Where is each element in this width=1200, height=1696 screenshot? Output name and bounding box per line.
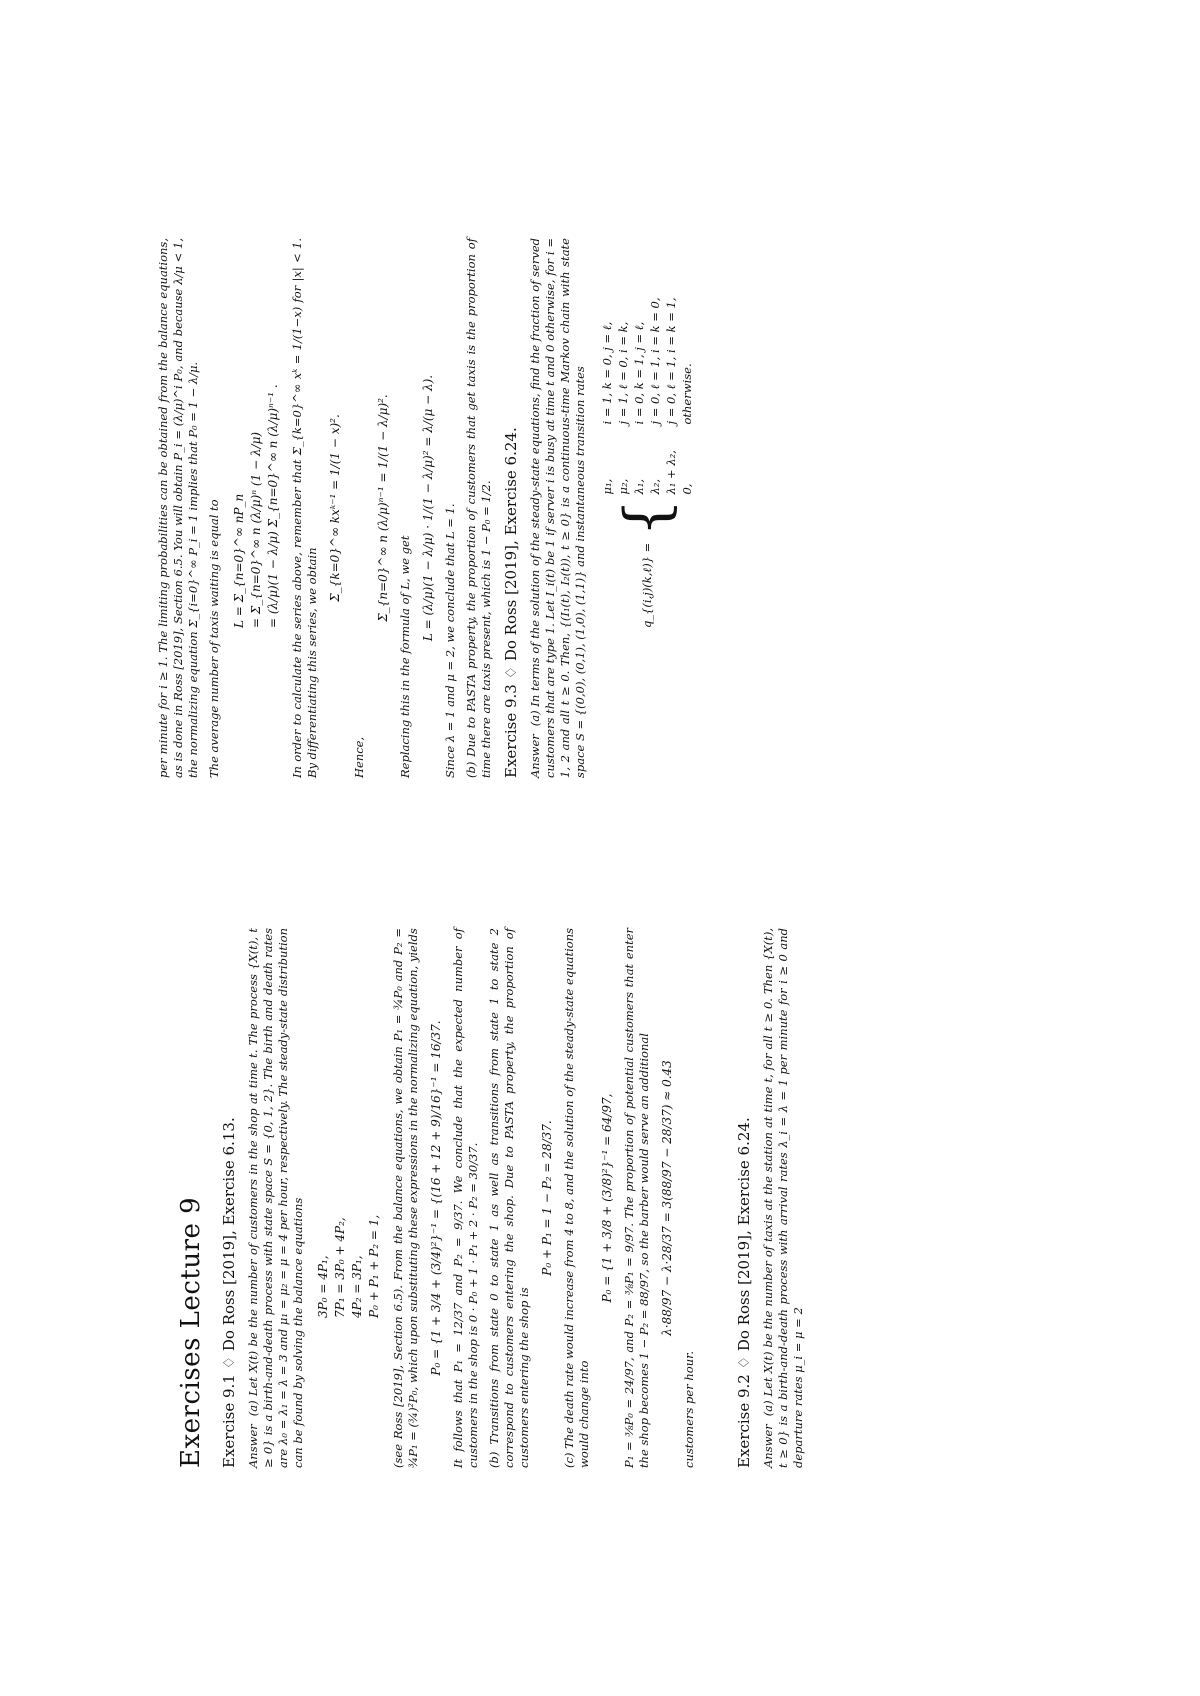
paragraph: per minute for i ≥ 1. The limiting probabilities can be obtained from the balance equations, as is done in Ross [2019], Section 6.5. You will obtain P_i = (λ/μ)^i P₀, and because λ/μ < 1, the normalizing equation Σ_{i=0}^∞ P_i = 1 implies that P₀ = 1 − λ/μ. (156, 238, 200, 778)
exercise-9-1-heading: Exercise 9.1 ♢ Do Ross [2019], Exercise 6.13. (220, 1117, 238, 1468)
paragraph: customers per hour. (682, 1350, 696, 1468)
answer-label: Answer (528, 734, 542, 778)
paragraph: (b) Due to PASTA property, the proportion of customers that get taxis is the proportion of time there are taxis present, which is 1 − P₀ = 1/2. (464, 238, 493, 778)
case-rate: μ₂, (616, 478, 630, 495)
equation: Σ_{n=0}^∞ n (λ/μ)ⁿ⁻¹ = 1/(1 − λ/μ)². (376, 394, 390, 622)
paragraph: The average number of taxis waiting is equal to (207, 499, 221, 778)
page-title: Exercises Lecture 9 (176, 1196, 206, 1468)
paragraph-text: (a) Let X(t) be the number of taxis at the station at time t, for all t ≥ 0. Then {X(t), t ≥ 0} is a birth-and-death process with arrival rates λ_i = λ = 1 per minute for i ≥ 0 and departure rates μ_i = μ = 2 (761, 928, 805, 1468)
equation: P₀ = {1 + 3/8 + (3/8)²}⁻¹ = 64/97, (600, 1093, 614, 1303)
equation: P₀ = {1 + 3/4 + (3/4)²}⁻¹ = {(16 + 12 + 9)/16}⁻¹ = 16/37. (429, 1020, 443, 1376)
answer-label: Answer (761, 1424, 775, 1468)
paragraph: It follows that P₁ = 12/37 and P₂ = 9/37. We conclude that the expected number of customers in the shop is 0 · P₀ + 1 · P₁ + 2 · P₂ = 30/37. (451, 928, 480, 1468)
case-condition: j = 0, ℓ = 1, i = k = 1, (664, 297, 678, 425)
equation: P₀ + P₁ + P₂ = 1, (367, 1214, 381, 1318)
paragraph (528, 238, 588, 778)
exercise-9-3-heading: Exercise 9.3 ♢ Do Ross [2019], Exercise 6.24. (502, 427, 520, 778)
cases-table (600, 245, 694, 495)
case-condition: otherwise. (680, 363, 694, 425)
paragraph: (see Ross [2019], Section 6.5). From the balance equations, we obtain P₁ = ¾P₀ and P₂ = ¾P₁ = (¾)²P₀, which upon substituting these expressions in the normalizing equation, yields (391, 928, 420, 1468)
paragraph (761, 928, 806, 1468)
paragraph-text: (a) In terms of the solution of the steady-state equations, find the fraction of served customers that are type 1. Let I_i(t) be 1 if server i is busy at time t and 0 otherwise, for i = 1, 2 and all t ≥ 0. Then, {(I₁(t), I₂(t)), t ≥ 0} is a continuous-time Markov chain with state space S = {(0,0), (0,1), (1,0), (1,1)} and instantaneous transition rates (528, 238, 587, 778)
answer-label: Answer (246, 1424, 260, 1468)
left-column (150, 928, 812, 1468)
rotated-content (150, 148, 1050, 1548)
equation: P₀ + P₁ = 1 − P₂ = 28/37. (540, 1120, 554, 1276)
paragraph (246, 928, 306, 1468)
equation: 7P₁ = 3P₀ + 4P₂, (333, 1217, 347, 1318)
equation: 3P₀ = 4P₁, (316, 1255, 330, 1318)
balance-equations (316, 928, 381, 1318)
paragraph: Replacing this in the formula of L, we get (398, 535, 412, 778)
paragraph: (b) Transitions from state 0 to state 1 as well as transitions from state 1 to state 2 correspond to customers entering the shop. Due to PASTA property, the proportion of customers entering the shop is (487, 928, 531, 1468)
paragraph-text: (a) Let X(t) be the number of customers in the shop at time t. The process {X(t), t ≥ 0} is a birth-and-death process with state space S = {0, 1, 2}. The birth and death rates are λ₀ = λ₁ = λ = 3 and μ₁ = μ₂ = μ = 4 per hour, respectively. The steady-state distribution can be found by solving the balance equations (246, 928, 305, 1468)
case-rate: λ₂, (648, 478, 662, 495)
case-rate: λ₁ + λ₂, (664, 450, 678, 495)
hence-text: Hence, (352, 736, 366, 778)
equation: λ·88/97 − λ·28/37 = 3(88/97 − 28/37) ≈ 0.43 (660, 1060, 674, 1336)
equation: Σ_{k=0}^∞ kxᵏ⁻¹ = 1/(1 − x)². (328, 414, 342, 602)
equation: = Σ_{n=0}^∞ n (λ/μ)ⁿ (1 − λ/μ) (249, 431, 263, 628)
case-condition: i = 0, k = 1, j = ℓ, (632, 321, 646, 425)
paragraph: In order to calculate the series above, remember that Σ_{k=0}^∞ xᵏ = 1/(1−x) for |x| < 1. By differentiating this series, we obtain (290, 238, 319, 778)
case-condition: i = 1, k = 0, j = ℓ, (600, 321, 614, 425)
case-condition: j = 0, ℓ = 1, i = k = 0, (648, 297, 662, 425)
equation: L = (λ/μ)(1 − λ/μ) · 1/(1 − λ/μ)² = λ/(μ − λ). (421, 374, 435, 642)
spacer (703, 928, 727, 1468)
equation: L = Σ_{n=0}^∞ nP_n (232, 493, 246, 628)
case-rate: μ₁, (600, 478, 614, 495)
left-brace: { (612, 498, 682, 537)
exercise-9-2-heading: Exercise 9.2 ♢ Do Ross [2019], Exercise 6.24. (735, 1117, 753, 1468)
paragraph: (c) The death rate would increase from 4 to 8, and the solution of the steady-state equations would change into (562, 928, 591, 1468)
paragraph: Since λ = 1 and μ = 2, we conclude that L = 1. (443, 503, 457, 778)
equation-block (232, 238, 280, 628)
rate-lhs: q_{(i,j)(k,ℓ)} = (640, 542, 654, 628)
case-rate: 0, (680, 483, 694, 495)
paragraph: P₁ = ⅜P₀ = 24/97, and P₂ = ⅜P₁ = 9/97. The proportion of potential customers that enter the shop becomes 1 − P₂ = 88/97, so the barber would serve an additional (622, 928, 651, 1468)
case-rate: λ₁, (632, 478, 646, 495)
equation: 4P₂ = 3P₁, (350, 1255, 364, 1318)
equation: = (λ/μ)(1 − λ/μ) Σ_{n=0}^∞ n (λ/μ)ⁿ⁻¹ . (266, 384, 280, 628)
right-column (150, 238, 694, 778)
case-condition: j = 1, ℓ = 0, i = k, (616, 321, 630, 425)
transition-rates (600, 238, 694, 628)
